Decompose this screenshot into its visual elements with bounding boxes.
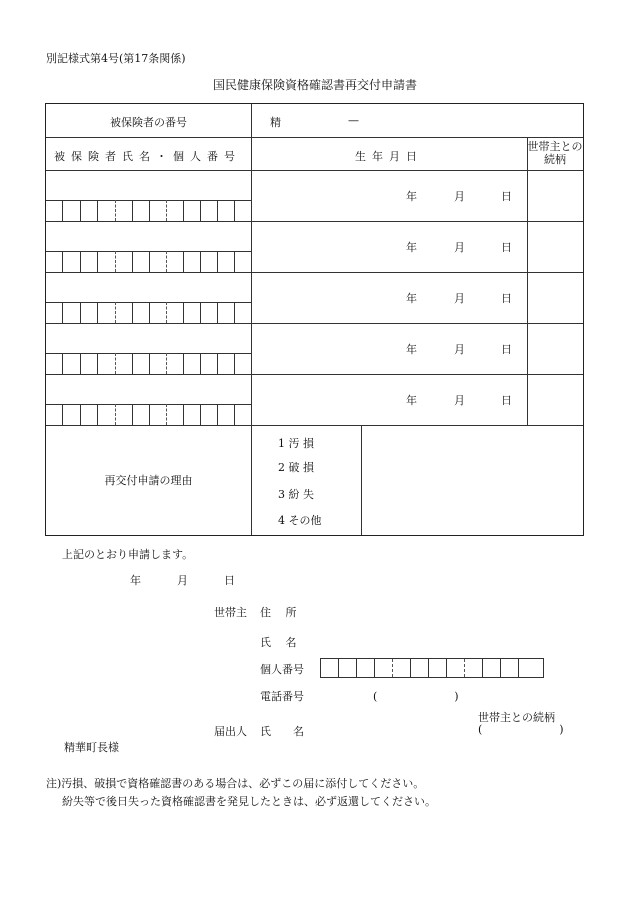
insured-number-prefix: 精 — [270, 116, 281, 129]
col-birth-header: 生年月日 — [355, 150, 423, 163]
note-line-2: 紛失等で後日失った資格確認書を発見したときは、必ず返還してください。 — [62, 795, 436, 808]
date-day: 日 — [501, 292, 512, 305]
insured-number-label: 被保険者の番号 — [110, 116, 187, 129]
relation-field[interactable]: ( ) — [478, 723, 564, 736]
date-day: 日 — [501, 343, 512, 356]
date-day: 日 — [501, 241, 512, 254]
date-month: 月 — [454, 241, 465, 254]
date-year: 年 — [406, 343, 417, 356]
address-label: 住 所 — [260, 606, 297, 619]
householder-label: 世帯主 — [214, 606, 247, 619]
form-number: 別記様式第4号(第17条関係) — [46, 52, 186, 65]
date-month: 月 — [454, 343, 465, 356]
date-year: 年 — [406, 241, 417, 254]
reason-option-4[interactable]: 4 その他 — [278, 514, 322, 527]
note-line-1: 注)汚損、破損で資格確認書のある場合は、必ずこの届に添付してください。 — [46, 777, 425, 790]
application-table — [45, 103, 584, 536]
col-name-header: 被保険者氏名・個人番号 — [54, 150, 241, 163]
name-label: 氏 名 — [260, 636, 297, 649]
date-year: 年 — [406, 394, 417, 407]
reason-option-2[interactable]: 2 破 損 — [278, 461, 314, 474]
declaration-statement: 上記のとおり申請します。 — [62, 548, 194, 561]
date-month: 月 — [454, 394, 465, 407]
date-day: 日 — [501, 190, 512, 203]
insured-number-dash: — — [348, 114, 359, 127]
reason-label: 再交付申請の理由 — [104, 474, 193, 487]
submitter-label: 届出人 — [214, 725, 247, 738]
date-month: 月 — [454, 190, 465, 203]
declaration-month: 月 — [177, 574, 188, 587]
phone-label: 電話番号 — [260, 690, 304, 703]
mynumber-boxes-row4[interactable] — [46, 353, 251, 374]
mynumber-boxes-row3[interactable] — [46, 302, 251, 323]
declaration-day: 日 — [224, 574, 235, 587]
submitter-name-label: 氏 名 — [260, 725, 304, 738]
addressee: 精華町長様 — [64, 741, 119, 754]
date-year: 年 — [406, 292, 417, 305]
reason-option-3[interactable]: 3 紛 失 — [278, 488, 314, 501]
date-day: 日 — [501, 394, 512, 407]
form-title: 国民健康保険資格確認書再交付申請書 — [212, 78, 417, 92]
col-relation-header: 世帯主との続柄 — [527, 140, 583, 166]
date-month: 月 — [454, 292, 465, 305]
mynumber-boxes-row5[interactable] — [46, 404, 251, 425]
date-year: 年 — [406, 190, 417, 203]
applicant-mynumber-boxes[interactable] — [320, 658, 544, 678]
mynumber-label: 個人番号 — [260, 663, 304, 676]
relation-label: 世帯主との続柄 — [478, 711, 555, 724]
phone-field[interactable]: ( ) — [373, 690, 459, 703]
mynumber-boxes-row2[interactable] — [46, 251, 251, 272]
mynumber-boxes-row1[interactable] — [46, 200, 251, 221]
reason-option-1[interactable]: 1 汚 損 — [278, 437, 314, 450]
declaration-year: 年 — [130, 574, 141, 587]
